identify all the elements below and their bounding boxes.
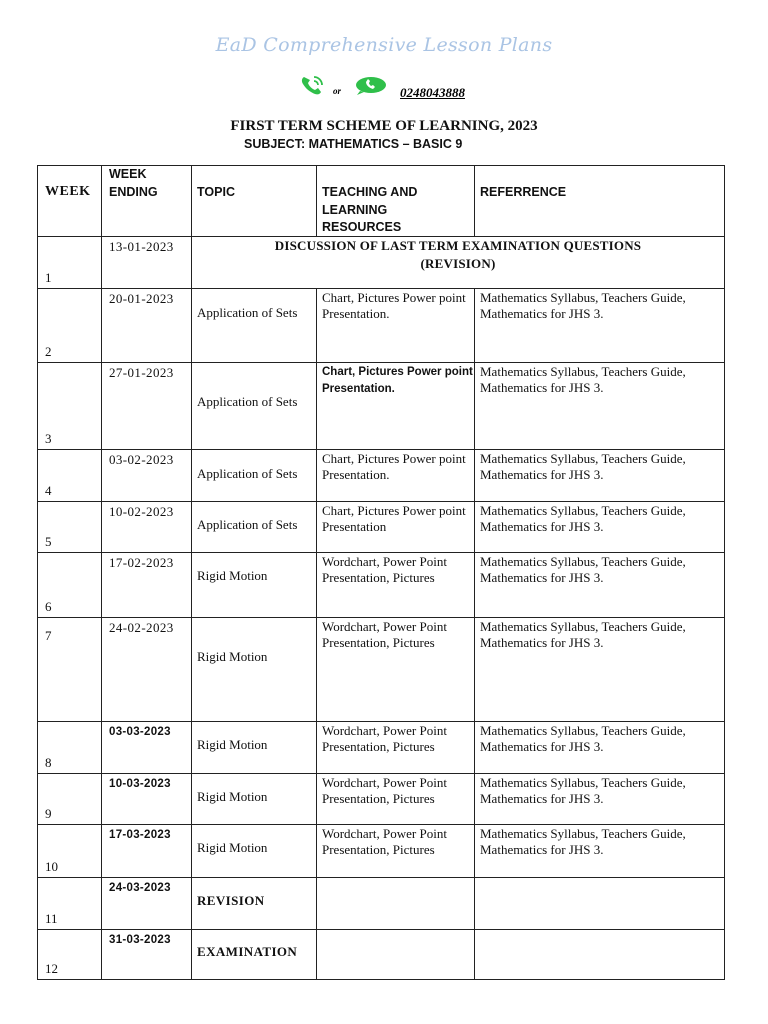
scheme-table [37, 165, 725, 980]
reference-cell: Mathematics Syllabus, Teachers Guide, Mathematics for JHS 3. [475, 289, 725, 363]
date-cell: 13-01-2023 [102, 237, 192, 289]
reference-cell: Mathematics Syllabus, Teachers Guide, Mathematics for JHS 3. [475, 553, 725, 618]
resources-header: TEACHING AND LEARNING RESOURCES [317, 166, 475, 237]
week-header: WEEK [38, 166, 102, 237]
topic-cell: Application of Sets [192, 289, 317, 363]
subject-line: SUBJECT: MATHEMATICS – BASIC 9 [244, 137, 463, 151]
reference-cell [475, 878, 725, 930]
resources-cell: Chart, Pictures Power point Presentation. [317, 289, 475, 363]
topic-cell: Application of Sets [192, 502, 317, 553]
date-cell: 24-03-2023 [102, 878, 192, 930]
date-cell: 20-01-2023 [102, 289, 192, 363]
topic-cell: Rigid Motion [192, 722, 317, 774]
reference-cell: Mathematics Syllabus, Teachers Guide, Mathematics for JHS 3. [475, 825, 725, 878]
date-cell: 03-02-2023 [102, 450, 192, 502]
topic-cell: Application of Sets [192, 363, 317, 450]
week-ending-header: WEEK ENDING [102, 166, 192, 237]
reference-cell: Mathematics Syllabus, Teachers Guide, Mathematics for JHS 3. [475, 363, 725, 450]
reference-cell [475, 930, 725, 980]
contact-info [300, 74, 540, 102]
table-row [38, 722, 725, 774]
resources-cell: Wordchart, Power Point Presentation, Pictures [317, 618, 475, 722]
week-cell: 2 [38, 289, 102, 363]
table-row [38, 618, 725, 722]
table-row [38, 450, 725, 502]
reference-header: REFERRENCE [475, 166, 725, 237]
date-cell: 03-03-2023 [102, 722, 192, 774]
reference-cell: Mathematics Syllabus, Teachers Guide, Mathematics for JHS 3. [475, 774, 725, 825]
week-cell: 8 [38, 722, 102, 774]
topic-cell: Rigid Motion [192, 553, 317, 618]
table-row [38, 878, 725, 930]
topic-cell: Rigid Motion [192, 774, 317, 825]
date-cell: 27-01-2023 [102, 363, 192, 450]
resources-cell: Wordchart, Power Point Presentation, Pictures [317, 553, 475, 618]
week-cell: 4 [38, 450, 102, 502]
reference-cell: Mathematics Syllabus, Teachers Guide, Mathematics for JHS 3. [475, 502, 725, 553]
date-cell: 10-03-2023 [102, 774, 192, 825]
table-header-row [38, 166, 725, 237]
resources-cell: Wordchart, Power Point Presentation, Pictures [317, 722, 475, 774]
date-cell: 17-03-2023 [102, 825, 192, 878]
brand-title: EaD Comprehensive Lesson Plans [215, 34, 553, 56]
table-row [38, 289, 725, 363]
topic-cell: REVISION [192, 878, 317, 930]
topic-cell: Rigid Motion [192, 618, 317, 722]
revision-discussion-cell: DISCUSSION OF LAST TERM EXAMINATION QUESTIONS (REVISION) [192, 237, 725, 289]
resources-cell: Wordchart, Power Point Presentation, Pictures [317, 825, 475, 878]
table-row [38, 553, 725, 618]
whatsapp-icon [354, 76, 388, 96]
reference-cell: Mathematics Syllabus, Teachers Guide, Mathematics for JHS 3. [475, 450, 725, 502]
document-title: FIRST TERM SCHEME OF LEARNING, 2023 [230, 118, 538, 134]
date-cell: 17-02-2023 [102, 553, 192, 618]
week-cell: 5 [38, 502, 102, 553]
resources-cell: Chart, Pictures Power point Presentation. [317, 363, 475, 450]
phone-icon [300, 74, 326, 96]
resources-cell [317, 878, 475, 930]
topic-cell: EXAMINATION [192, 930, 317, 980]
resources-cell: Chart, Pictures Power point Presentation. [317, 450, 475, 502]
topic-cell: Rigid Motion [192, 825, 317, 878]
resources-cell [317, 930, 475, 980]
date-cell: 31-03-2023 [102, 930, 192, 980]
topic-header: TOPIC [192, 166, 317, 237]
table-row [38, 363, 725, 450]
table-row [38, 930, 725, 980]
table-row [38, 237, 725, 289]
reference-cell: Mathematics Syllabus, Teachers Guide, Mathematics for JHS 3. [475, 618, 725, 722]
table-row [38, 774, 725, 825]
week-cell: 9 [38, 774, 102, 825]
table-row [38, 825, 725, 878]
reference-cell: Mathematics Syllabus, Teachers Guide, Mathematics for JHS 3. [475, 722, 725, 774]
or-label: or [333, 86, 342, 96]
date-cell: 24-02-2023 [102, 618, 192, 722]
week-cell: 7 [38, 618, 102, 722]
week-cell: 12 [38, 930, 102, 980]
date-cell: 10-02-2023 [102, 502, 192, 553]
resources-cell: Wordchart, Power Point Presentation, Pictures [317, 774, 475, 825]
topic-cell: Application of Sets [192, 450, 317, 502]
week-cell: 3 [38, 363, 102, 450]
resources-cell: Chart, Pictures Power point Presentation [317, 502, 475, 553]
phone-number[interactable]: 0248043888 [400, 85, 465, 100]
week-cell: 11 [38, 878, 102, 930]
week-cell: 10 [38, 825, 102, 878]
week-cell: 6 [38, 553, 102, 618]
table-row [38, 502, 725, 553]
week-cell: 1 [38, 237, 102, 289]
